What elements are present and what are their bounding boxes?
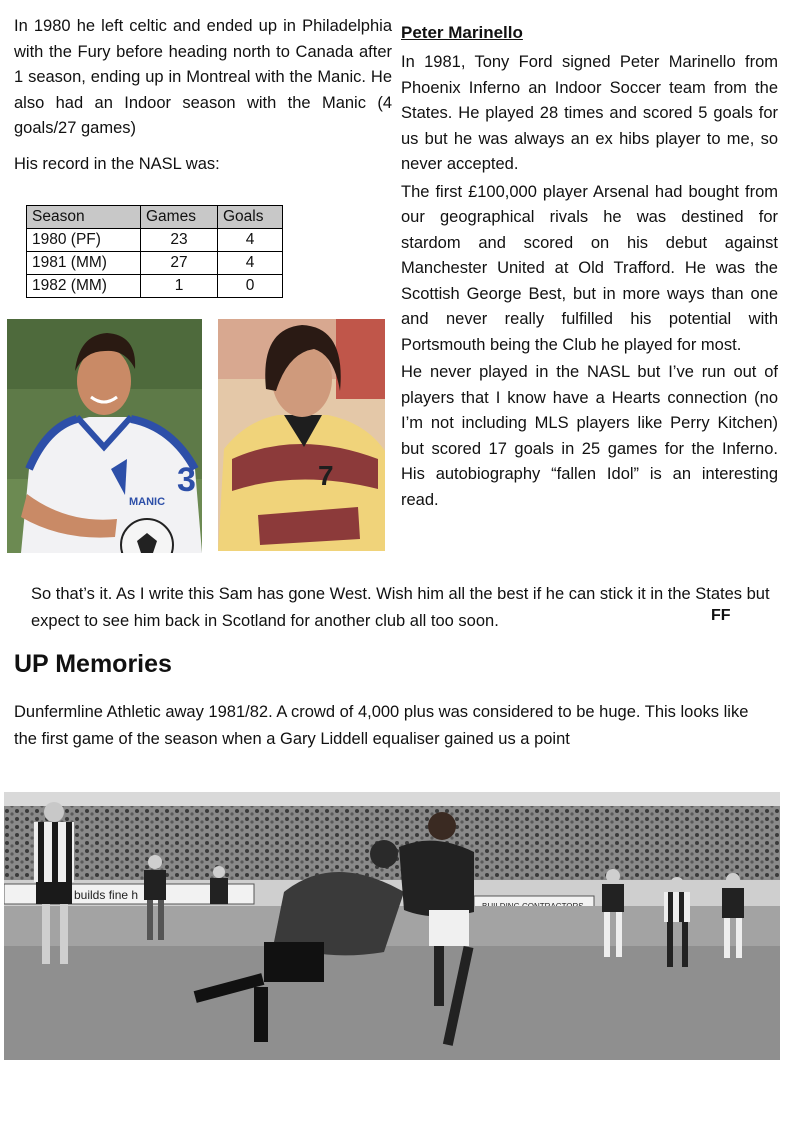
table-header-row: [27, 206, 283, 229]
table-cell: 1982 (MM): [27, 275, 141, 298]
table-header-goals: Goals: [218, 206, 283, 229]
closing-paragraph: So that’s it. As I write this Sam has gone West. Wish him all the best if he can stick it in the States but expect to see him back in Scotland for another club all too soon.: [31, 585, 770, 630]
photo-left-shirt-number: 3: [177, 461, 196, 499]
photo-player-inferno-image: [218, 319, 385, 551]
article-paragraph-3: He never played in the NASL but I’ve run out of players that I know have a Hearts connection (no I’m not including MLS players like Perry Kitchen) but scored 17 goals in 25 games for the Inferno. His autobiography “fallen Idol” is an interesting read.: [401, 363, 778, 509]
table-cell: 1980 (PF): [27, 229, 141, 252]
table-cell: 23: [141, 229, 218, 252]
table-cell: 1: [141, 275, 218, 298]
left-column: [14, 14, 392, 177]
match-photo: [4, 792, 780, 1060]
photo-player-manic-image: [7, 319, 202, 553]
table-header-season: Season: [27, 206, 141, 229]
article-title: Peter Marinello: [401, 23, 523, 42]
table-cell: 1981 (MM): [27, 252, 141, 275]
photo-player-manic: [7, 319, 202, 553]
article-paragraph-2: The first £100,000 player Arsenal had bought from our geographical rivals he was destined for stardom and scored on his debut against Manchester United at Old Trafford. He was the Scottish George Best, but in more ways than one and never really fulfilled his potential with Portsmouth being the Club he played for most.: [401, 182, 778, 354]
table-header-games: Games: [141, 206, 218, 229]
table-row: [27, 229, 283, 252]
match-photo-image: [4, 792, 780, 1060]
right-column: [401, 22, 778, 513]
signature: FF: [711, 607, 731, 624]
table-cell: 27: [141, 252, 218, 275]
section-heading: UP Memories: [14, 650, 172, 678]
photo-player-inferno: [218, 319, 385, 551]
table-cell: 4: [218, 252, 283, 275]
record-intro: His record in the NASL was:: [14, 154, 220, 173]
photo-right-shirt-number: 7: [318, 460, 334, 491]
nasl-record-table: [26, 205, 283, 298]
table-row: [27, 252, 283, 275]
memories-caption: Dunfermline Athletic away 1981/82. A crowd of 4,000 plus was considered to be huge. This looks like the first game of the season when a Gary Liddell equaliser gained us a point: [14, 703, 749, 748]
photo-left-shirt-text: MANIC: [129, 496, 166, 508]
ad-board-text: builds fine h: [74, 888, 139, 902]
article-paragraph-1: In 1981, Tony Ford signed Peter Marinello from Phoenix Inferno an Indoor Soccer team from the States. He played 28 times and scored 5 goals for us but he was always an ex hibs player to me, so never accepted.: [401, 53, 778, 173]
intro-paragraph: In 1980 he left celtic and ended up in Philadelphia with the Fury before heading north to Canada after 1 season, ending up in Montreal with the Manic. He also had an Indoor season with the Manic (4 goals/27 games): [14, 17, 392, 137]
table-cell: 0: [218, 275, 283, 298]
table-row: [27, 275, 283, 298]
table-cell: 4: [218, 229, 283, 252]
